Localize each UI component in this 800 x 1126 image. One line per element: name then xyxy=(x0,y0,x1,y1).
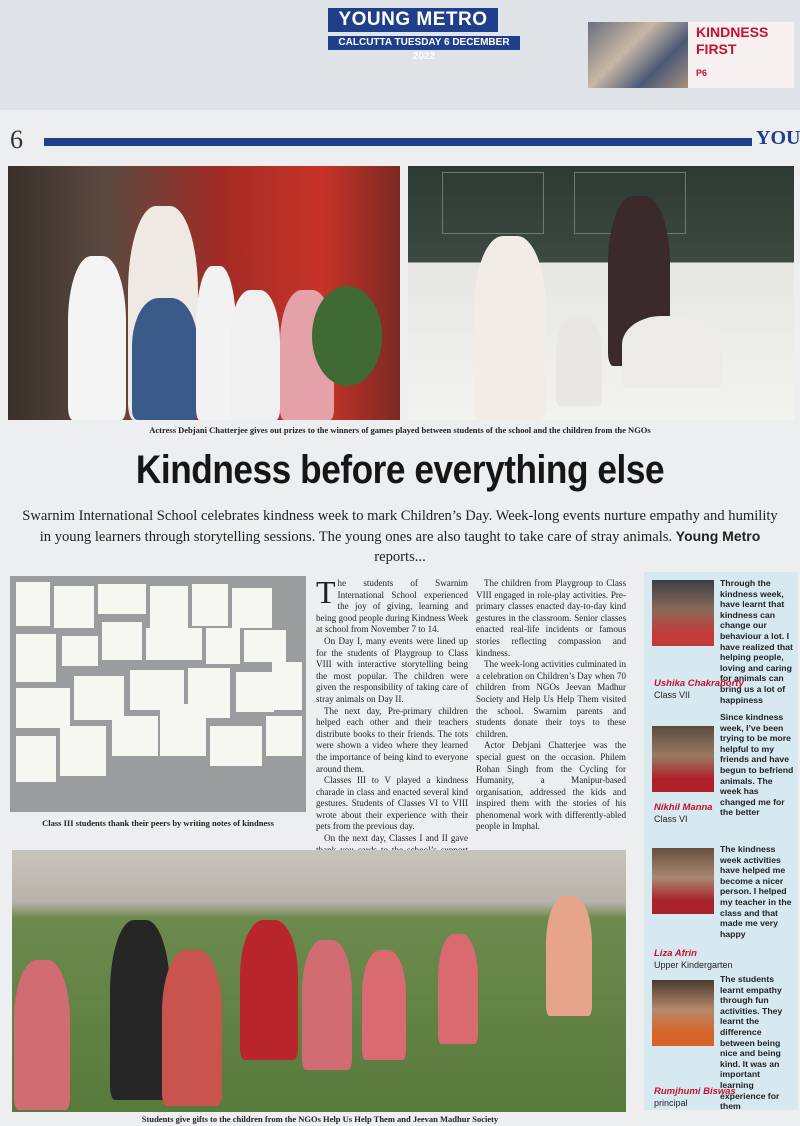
caption-top: Actress Debjani Chatterjee gives out prizes to the winners of games played between students of the school and the children from the NGOs xyxy=(149,425,651,435)
photo-notes-wall xyxy=(10,576,306,812)
note xyxy=(206,628,240,664)
young-metro-logo: YOUNG METRO xyxy=(328,8,498,32)
caption-bottom: Students give gifts to the children from the NGOs Help Us Help Them and Jeevan Madhur Society xyxy=(141,1114,499,1124)
quote-role: Upper Kindergarten xyxy=(654,960,733,970)
note xyxy=(160,704,206,756)
article-paragraph: The next day, Pre-primary children helped each other and their teachers distribute books to their friends. The tots were shown a video where they learned the importance of being kind to everyone around them. xyxy=(316,705,468,774)
byline: Young Metro xyxy=(675,528,761,544)
quote-text: The kindness week activities have helped me become a nicer person. I helped my teacher in the class and that made me very happy xyxy=(720,844,792,939)
article-paragraph: The children from Playgroup to Class VIII engaged in role-play activities. Pre-primary classes enacted day-to-day kind gestures in the classroom. Senior classes enacted real-life incidents or famous stories reflecting compassion and kindness. xyxy=(476,578,626,658)
note xyxy=(272,662,302,710)
note xyxy=(112,716,158,756)
figure xyxy=(438,934,478,1044)
figure xyxy=(556,316,602,406)
note xyxy=(146,628,202,660)
photo-gift-giving xyxy=(12,850,626,1112)
note xyxy=(16,736,56,782)
avatar xyxy=(652,980,714,1046)
quotes-sidebar xyxy=(644,572,798,1110)
photo-prize-giving xyxy=(8,166,400,420)
standfirst xyxy=(18,506,782,567)
article-paragraph: Actor Debjani Chatterjee was the special guest on the occasion. Philem Rohan Singh from the Cycling for Humanity, a Manipur-based organisation, addressed the kids and inspired them with the stories of his phenomenal work with differently-abled people in Imphal. xyxy=(476,740,626,832)
headline: Kindness before everything else xyxy=(135,448,665,492)
note xyxy=(98,584,146,614)
standfirst-text: Swarnim International School celebrates kindness week to mark Children’s Day. Week-long events nurture empathy and humility in young learners through storytelling sessions. The young ones are also taught to take care of stray animals. xyxy=(22,508,778,545)
note xyxy=(16,634,56,682)
note xyxy=(74,676,124,720)
figure xyxy=(622,316,722,388)
avatar xyxy=(652,726,714,792)
figure xyxy=(546,896,592,1016)
quote-role: principal xyxy=(654,1098,688,1108)
quote-name: Liza Afrin xyxy=(654,948,697,959)
byline-suffix: reports... xyxy=(374,549,426,565)
quote-text: Through the kindness week, have learnt that kindness can change our behaviour a lot. I have realized that helping people, loving and caring for animals can bring us a lot of happiness xyxy=(720,578,793,705)
article-paragraph: The week-long activities culminated in a celebration on Children’s Day when 70 children from NGOs Jeevan Madhur Society and Help Us Help Them visited the school. Swarnim parents and students donate their toys to these children. xyxy=(476,659,626,739)
quote-name: Nikhil Manna xyxy=(654,802,713,813)
note xyxy=(60,726,106,776)
page-number: 6 xyxy=(10,125,23,154)
figure xyxy=(132,298,198,420)
figure xyxy=(302,940,352,1070)
quote-text: The students learnt empathy through fun activities. They learnt the difference between being nice and being kind. It was an important learning experience for them xyxy=(720,974,783,1112)
blackboard-panel xyxy=(442,172,544,234)
caption-notes: Class III students thank their peers by writing notes of kindness xyxy=(42,818,274,828)
quote-name: Ushika Chakraborty xyxy=(654,678,744,689)
quote-role: Class VII xyxy=(654,690,691,700)
figure xyxy=(68,256,126,420)
figure xyxy=(230,290,280,420)
dateline: CALCUTTA TUESDAY 6 DECEMBER 2022 xyxy=(328,36,520,50)
figure xyxy=(14,960,70,1110)
quote-name: Rumjhumi Biswas xyxy=(654,1086,736,1097)
header-rule xyxy=(44,138,752,146)
figure xyxy=(110,920,170,1100)
article-paragraph: Classes III to V played a kindness charade in class and enacted several kind gestures. Students of Classes VI to VIII wrote about their experience with their pets from the previous day. xyxy=(316,775,468,832)
promo-title: KINDNESS FIRST xyxy=(696,24,769,57)
note xyxy=(102,622,142,660)
note xyxy=(16,582,50,626)
promo-photo xyxy=(588,22,688,88)
plant xyxy=(312,286,382,386)
promo-page-ref: P6 xyxy=(696,68,708,78)
note xyxy=(232,588,272,628)
note xyxy=(244,630,286,662)
note xyxy=(54,586,94,628)
avatar xyxy=(652,580,714,646)
quote-text: Since kindness week, I’ve been trying to be more helpful to my friends and have begun to befriend animals. The week has changed me for the better xyxy=(720,712,794,818)
section-tag: YOU xyxy=(756,127,800,149)
quote-role: Class VI xyxy=(654,814,688,824)
figure xyxy=(362,950,406,1060)
article-paragraph: On the next day, Classes I and II gave xyxy=(324,833,468,844)
photo-storytelling xyxy=(408,166,794,420)
promo-box xyxy=(688,22,794,88)
article-paragraph: On Day I, many events were lined up for the students of Playgroup to Class VIII with interactive storytelling being the most popular. The children were given the responsibility of taking care of stray animals on Day II. xyxy=(316,635,468,704)
note xyxy=(150,586,188,628)
figure xyxy=(474,236,546,420)
masthead xyxy=(0,0,800,110)
note xyxy=(266,716,302,756)
note xyxy=(16,688,70,728)
note xyxy=(210,726,262,766)
article-column-1 xyxy=(316,574,468,891)
drop-cap: T xyxy=(316,574,336,610)
figure xyxy=(240,920,298,1060)
note xyxy=(62,636,98,666)
note xyxy=(192,584,228,626)
avatar xyxy=(652,848,714,914)
article-column-2 xyxy=(476,578,626,833)
note xyxy=(236,672,274,712)
article-paragraph: The students of Swarnim International School experienced the joy of giving, learning and being good people during Kindness Week at school from November 7 to 14. xyxy=(316,574,468,635)
figure xyxy=(162,950,222,1106)
